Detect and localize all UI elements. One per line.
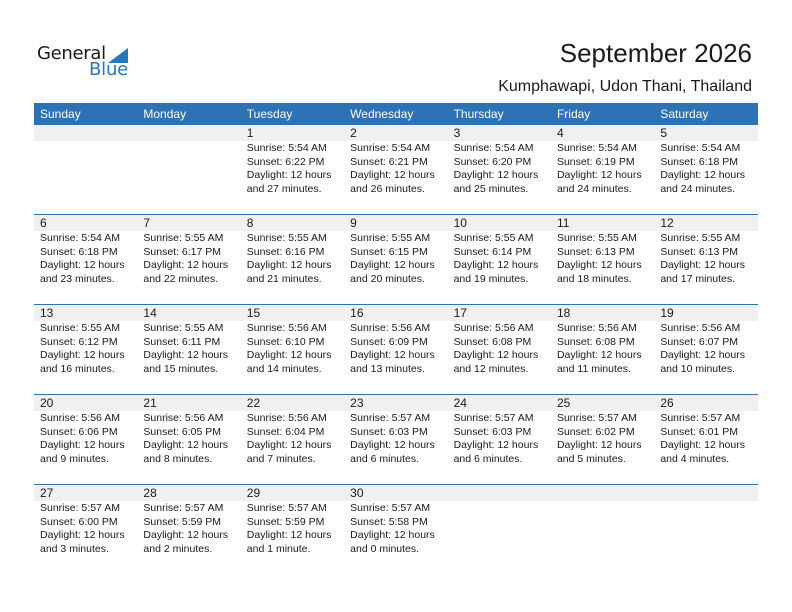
- day-number: 17: [453, 306, 467, 320]
- week-days: [34, 125, 758, 197]
- day-cell: [654, 305, 757, 377]
- sunset-time: Sunset: 6:12 PM: [40, 335, 118, 348]
- day-number: 16: [350, 306, 364, 320]
- day-cell: [34, 305, 137, 377]
- day-cell: [448, 125, 551, 197]
- sunset-time: Sunset: 6:05 PM: [143, 425, 222, 438]
- day-cell: [551, 395, 654, 467]
- daylight-minutes: and 2 minutes.: [143, 543, 213, 556]
- sunset-time: Sunset: 6:15 PM: [350, 245, 428, 258]
- daylight-minutes: and 0 minutes.: [350, 543, 420, 556]
- day-number: 22: [246, 396, 261, 410]
- day-cell: [241, 395, 344, 467]
- daylight-hours: Daylight: 12 hours: [246, 169, 332, 182]
- sunrise-time: Sunrise: 5:54 AM: [453, 142, 534, 154]
- daylight-minutes: and 10 minutes.: [660, 363, 736, 376]
- day-number: 3: [453, 126, 461, 140]
- daylight-hours: Daylight: 12 hours: [246, 349, 332, 362]
- empty-day-cell: [654, 485, 757, 557]
- sunset-time: Sunset: 6:19 PM: [556, 155, 635, 168]
- sunset-time: Sunset: 6:07 PM: [660, 335, 738, 348]
- page-title: September 2026: [559, 38, 752, 68]
- sunset-time: Sunset: 6:00 PM: [40, 515, 118, 528]
- sunset-time: Sunset: 6:11 PM: [143, 335, 221, 348]
- day-cell: [448, 305, 551, 377]
- daylight-minutes: and 4 minutes.: [660, 453, 730, 466]
- sunset-time: Sunset: 6:20 PM: [453, 155, 532, 168]
- sunset-time: Sunset: 6:21 PM: [350, 155, 428, 168]
- daylight-minutes: and 25 minutes.: [453, 183, 529, 196]
- sunrise-time: Sunrise: 5:54 AM: [556, 142, 637, 154]
- day-number: 25: [556, 396, 571, 410]
- week-row: [34, 304, 758, 394]
- daylight-minutes: and 9 minutes.: [40, 453, 109, 466]
- daylight-hours: Daylight: 12 hours: [143, 439, 229, 452]
- sunrise-time: Sunrise: 5:57 AM: [40, 502, 120, 514]
- daylight-minutes: and 24 minutes.: [556, 183, 632, 196]
- sunrise-time: Sunrise: 5:57 AM: [660, 412, 741, 424]
- daylight-minutes: and 6 minutes.: [453, 453, 523, 466]
- sunset-time: Sunset: 6:08 PM: [453, 335, 532, 348]
- sunrise-time: Sunrise: 5:54 AM: [660, 142, 741, 154]
- weekday-friday: Friday: [556, 107, 591, 121]
- day-number: 30: [350, 486, 364, 500]
- daylight-minutes: and 27 minutes.: [246, 183, 322, 196]
- day-number: 28: [143, 486, 157, 500]
- sunrise-time: Sunrise: 5:54 AM: [40, 232, 120, 244]
- daylight-minutes: and 20 minutes.: [350, 273, 425, 286]
- week-row: [34, 125, 758, 214]
- daylight-hours: Daylight: 12 hours: [660, 439, 745, 452]
- calendar-grid: [34, 103, 758, 574]
- sunset-time: Sunset: 6:04 PM: [246, 425, 325, 438]
- day-number: 8: [246, 216, 254, 230]
- day-number: 27: [40, 486, 54, 500]
- sunrise-time: Sunrise: 5:56 AM: [453, 322, 534, 334]
- day-number: 6: [40, 216, 47, 230]
- sunset-time: Sunset: 6:18 PM: [40, 245, 118, 258]
- daylight-hours: Daylight: 12 hours: [350, 529, 435, 542]
- day-cell: [137, 395, 240, 467]
- day-cell: [654, 125, 757, 197]
- day-cell: [551, 125, 654, 197]
- daylight-minutes: and 5 minutes.: [556, 453, 626, 466]
- day-cell: [137, 305, 240, 377]
- daylight-hours: Daylight: 12 hours: [143, 259, 229, 272]
- sunrise-time: Sunrise: 5:55 AM: [246, 232, 327, 244]
- daylight-hours: Daylight: 12 hours: [453, 349, 539, 362]
- day-number: 20: [40, 396, 54, 410]
- sunrise-time: Sunrise: 5:56 AM: [40, 412, 120, 424]
- daylight-minutes: and 11 minutes.: [556, 363, 631, 376]
- day-cell: [448, 395, 551, 467]
- day-cell: [344, 395, 447, 467]
- daylight-hours: Daylight: 12 hours: [660, 169, 745, 182]
- sunrise-time: Sunrise: 5:55 AM: [453, 232, 534, 244]
- daylight-minutes: and 15 minutes.: [143, 363, 219, 376]
- daylight-minutes: and 16 minutes.: [40, 363, 115, 376]
- sunset-time: Sunset: 6:09 PM: [350, 335, 428, 348]
- day-number: 5: [660, 126, 668, 140]
- weekday-header-row: [34, 103, 758, 125]
- daylight-minutes: and 7 minutes.: [246, 453, 316, 466]
- empty-day-cell: [34, 125, 137, 197]
- day-cell: [34, 395, 137, 467]
- day-cell: [344, 485, 447, 557]
- day-number: 24: [453, 396, 467, 410]
- weeks-container: [34, 125, 758, 574]
- sunset-time: Sunset: 6:01 PM: [660, 425, 738, 438]
- day-number: 18: [556, 306, 571, 320]
- day-number: 19: [660, 306, 674, 320]
- sunrise-time: Sunrise: 5:56 AM: [350, 322, 431, 334]
- sunset-time: Sunset: 5:59 PM: [246, 515, 325, 528]
- daylight-hours: Daylight: 12 hours: [350, 169, 435, 182]
- daylight-hours: Daylight: 12 hours: [143, 349, 229, 362]
- sunrise-time: Sunrise: 5:55 AM: [40, 322, 120, 334]
- sunrise-time: Sunrise: 5:56 AM: [246, 412, 327, 424]
- weekday-monday: Monday: [143, 107, 187, 121]
- location-subtitle: Kumphawapi, Udon Thani, Thailand: [498, 78, 752, 95]
- daylight-hours: Daylight: 12 hours: [246, 259, 332, 272]
- daylight-hours: Daylight: 12 hours: [40, 259, 125, 272]
- week-days: [34, 485, 758, 557]
- sunset-time: Sunset: 6:03 PM: [453, 425, 532, 438]
- empty-day-cell: [137, 125, 240, 197]
- sunrise-time: Sunrise: 5:55 AM: [143, 232, 224, 244]
- daylight-hours: Daylight: 12 hours: [350, 259, 435, 272]
- day-cell: [448, 215, 551, 287]
- daylight-hours: Daylight: 12 hours: [246, 529, 332, 542]
- sunrise-time: Sunrise: 5:57 AM: [556, 412, 637, 424]
- sunset-time: Sunset: 6:08 PM: [556, 335, 635, 348]
- sunset-time: Sunset: 5:58 PM: [350, 515, 428, 528]
- sunrise-time: Sunrise: 5:56 AM: [660, 322, 741, 334]
- sunrise-time: Sunrise: 5:57 AM: [143, 502, 224, 514]
- daylight-hours: Daylight: 12 hours: [350, 349, 435, 362]
- sunset-time: Sunset: 6:18 PM: [660, 155, 738, 168]
- weekday-saturday: Saturday: [660, 107, 709, 121]
- day-number: 29: [246, 486, 261, 500]
- day-cell: [34, 215, 137, 287]
- sunset-time: Sunset: 6:03 PM: [350, 425, 428, 438]
- sunset-time: Sunset: 6:22 PM: [246, 155, 325, 168]
- daylight-minutes: and 17 minutes.: [660, 273, 736, 286]
- day-number: 14: [143, 306, 157, 320]
- day-number: 21: [143, 396, 157, 410]
- day-number: 2: [350, 126, 357, 140]
- day-cell: [344, 305, 447, 377]
- sunset-time: Sunset: 6:13 PM: [556, 245, 635, 258]
- day-cell: [241, 125, 344, 197]
- day-cell: [654, 395, 757, 467]
- sunrise-time: Sunrise: 5:56 AM: [246, 322, 327, 334]
- week-row: [34, 394, 758, 484]
- daylight-minutes: and 12 minutes.: [453, 363, 529, 376]
- sunrise-time: Sunrise: 5:57 AM: [350, 502, 431, 514]
- daylight-minutes: and 1 minute.: [246, 543, 311, 556]
- logo: [37, 43, 137, 83]
- empty-day-cell: [551, 485, 654, 557]
- day-cell: [241, 305, 344, 377]
- day-cell: [241, 485, 344, 557]
- day-number: 13: [40, 306, 54, 320]
- sunrise-time: Sunrise: 5:54 AM: [246, 142, 327, 154]
- sunrise-time: Sunrise: 5:55 AM: [350, 232, 431, 244]
- day-number: 11: [556, 216, 570, 230]
- weekday-thursday: Thursday: [453, 107, 504, 121]
- day-cell: [551, 215, 654, 287]
- day-cell: [344, 125, 447, 197]
- day-cell: [654, 215, 757, 287]
- daylight-hours: Daylight: 12 hours: [453, 259, 539, 272]
- day-number: 9: [350, 216, 357, 230]
- daylight-hours: Daylight: 12 hours: [453, 169, 539, 182]
- sunrise-time: Sunrise: 5:56 AM: [556, 322, 637, 334]
- daylight-hours: Daylight: 12 hours: [556, 259, 642, 272]
- day-number: 23: [350, 396, 364, 410]
- week-row: [34, 484, 758, 574]
- sunrise-time: Sunrise: 5:55 AM: [143, 322, 224, 334]
- day-number: 15: [246, 306, 261, 320]
- day-number: 4: [556, 126, 564, 140]
- day-cell: [137, 485, 240, 557]
- sunset-time: Sunset: 6:16 PM: [246, 245, 325, 258]
- daylight-minutes: and 26 minutes.: [350, 183, 425, 196]
- sunrise-time: Sunrise: 5:55 AM: [556, 232, 637, 244]
- daylight-minutes: and 6 minutes.: [350, 453, 420, 466]
- sunset-time: Sunset: 5:59 PM: [143, 515, 222, 528]
- daylight-minutes: and 14 minutes.: [246, 363, 322, 376]
- weekday-tuesday: Tuesday: [246, 107, 293, 121]
- sunset-time: Sunset: 6:13 PM: [660, 245, 738, 258]
- logo-word-general: General: [37, 43, 106, 64]
- daylight-minutes: and 23 minutes.: [40, 273, 115, 286]
- daylight-hours: Daylight: 12 hours: [660, 259, 745, 272]
- day-cell: [344, 215, 447, 287]
- day-cell: [551, 305, 654, 377]
- daylight-hours: Daylight: 12 hours: [40, 439, 125, 452]
- weekday-wednesday: Wednesday: [350, 107, 414, 121]
- sunset-time: Sunset: 6:14 PM: [453, 245, 532, 258]
- day-number: 10: [453, 216, 467, 230]
- day-cell: [34, 485, 137, 557]
- daylight-hours: Daylight: 12 hours: [40, 529, 125, 542]
- daylight-hours: Daylight: 12 hours: [556, 439, 642, 452]
- daylight-minutes: and 18 minutes.: [556, 273, 632, 286]
- week-row: [34, 214, 758, 304]
- sunset-time: Sunset: 6:06 PM: [40, 425, 118, 438]
- sunrise-time: Sunrise: 5:56 AM: [143, 412, 224, 424]
- weekday-sunday: Sunday: [40, 107, 81, 121]
- daylight-hours: Daylight: 12 hours: [453, 439, 539, 452]
- day-number: 7: [143, 216, 151, 230]
- day-number: 12: [660, 216, 674, 230]
- logo-word-blue: Blue: [89, 59, 129, 80]
- daylight-hours: Daylight: 12 hours: [350, 439, 435, 452]
- sunrise-time: Sunrise: 5:55 AM: [660, 232, 741, 244]
- sunrise-time: Sunrise: 5:57 AM: [350, 412, 431, 424]
- sunrise-time: Sunrise: 5:57 AM: [453, 412, 534, 424]
- week-days: [34, 395, 758, 467]
- daylight-minutes: and 13 minutes.: [350, 363, 425, 376]
- daylight-minutes: and 19 minutes.: [453, 273, 529, 286]
- daylight-hours: Daylight: 12 hours: [556, 169, 642, 182]
- daylight-hours: Daylight: 12 hours: [556, 349, 642, 362]
- daylight-hours: Daylight: 12 hours: [40, 349, 125, 362]
- day-number: 26: [660, 396, 674, 410]
- daylight-hours: Daylight: 12 hours: [246, 439, 332, 452]
- daylight-hours: Daylight: 12 hours: [660, 349, 745, 362]
- day-cell: [137, 215, 240, 287]
- empty-day-cell: [448, 485, 551, 557]
- sunrise-time: Sunrise: 5:57 AM: [246, 502, 327, 514]
- week-days: [34, 215, 758, 287]
- daylight-minutes: and 3 minutes.: [40, 543, 109, 556]
- daylight-minutes: and 22 minutes.: [143, 273, 219, 286]
- daylight-minutes: and 24 minutes.: [660, 183, 736, 196]
- daylight-minutes: and 21 minutes.: [246, 273, 322, 286]
- sunset-time: Sunset: 6:02 PM: [556, 425, 635, 438]
- sunrise-time: Sunrise: 5:54 AM: [350, 142, 431, 154]
- daylight-minutes: and 8 minutes.: [143, 453, 213, 466]
- week-days: [34, 305, 758, 377]
- daylight-hours: Daylight: 12 hours: [143, 529, 229, 542]
- sunset-time: Sunset: 6:17 PM: [143, 245, 222, 258]
- day-cell: [241, 215, 344, 287]
- sunset-time: Sunset: 6:10 PM: [246, 335, 325, 348]
- day-number: 1: [246, 126, 254, 140]
